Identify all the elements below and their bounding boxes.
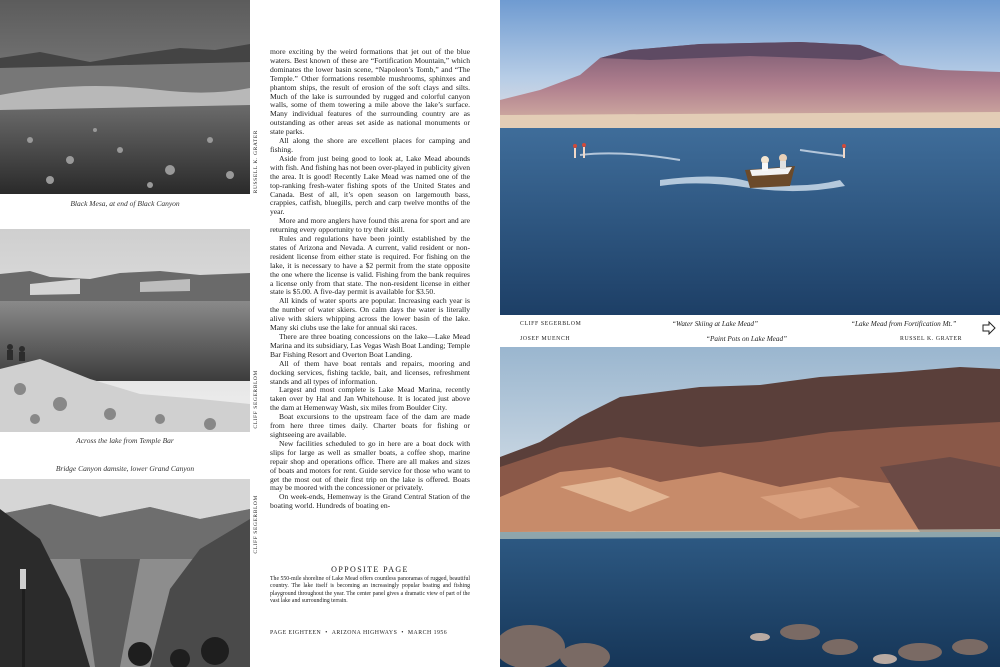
photo-black-mesa <box>0 0 250 194</box>
photo-credit: RUSSEL K. GRATER <box>900 336 963 342</box>
article-paragraph: Largest and most complete is Lake Mead Marina, recently taken over by Hal and Jan Whitehouse. It is located just above the dam at Hemenway Wash, six miles from Boulder City. <box>270 385 470 413</box>
page-footer <box>270 630 470 636</box>
opposite-page-text: The 550-mile shoreline of Lake Mead offers countless panoramas of rugged, beautiful country. The lake itself is becoming an increasingly popular boating and fishing playground throughout the year. The center panel gives a dramatic view of part of the vast lake and surrounding terrain. <box>270 576 470 605</box>
photo-caption: “Water Skiing at Lake Mead” <box>672 320 758 328</box>
photo-caption: Bridge Canyon damsite, lower Grand Canyon <box>55 464 195 473</box>
photo-credit: CLIFF SEGERBLOM <box>253 370 259 429</box>
article-paragraph: On week-ends, Hemenway is the Grand Central Station of the boating world. Hundreds of boating en- <box>270 492 470 511</box>
page-number: PAGE EIGHTEEN <box>270 630 322 636</box>
article-paragraph: Rules and regulations have been jointly established by the states of Arizona and Nevada. A current, valid resident or non-resident license from either state is required. For fishing on the lake, it is necessary to have a $2 permit from the state opposite the one where the license is valid. Fishing from the bank requires a license only from that state. The non-resident license in either state is $5.00. A five-day permit is available for $3.50. <box>270 234 470 297</box>
photo-credit: CLIFF SEGERBLOM <box>520 321 582 327</box>
article-text <box>270 48 470 511</box>
article-paragraph: All along the shore are excellent places for camping and fishing. <box>270 136 470 154</box>
issue-date: MARCH 1956 <box>407 630 448 636</box>
photo-caption: Across the lake from Temple Bar <box>76 436 174 445</box>
photo-temple-bar <box>0 229 250 432</box>
photo-water-skiing <box>500 0 1000 315</box>
photo-bridge-canyon <box>0 479 250 667</box>
photo-credit: JOSEF MUENCH <box>520 336 571 342</box>
article-paragraph: more exciting by the weird formations that jet out of the blue waters. Best known of these are “Fortification Mountain,” which dominates the lower basin scene, “Napoleon’s Tomb,” and “The Temple.” Other formations resemble mushrooms, sphinxes and phantom ships, the result of erosion of the soft clays and silts. Much of the lake is surrounded by rugged and colorful canyon walls, some of them towering a mile above the lake’s surface. Many individual features of the surrounding country are as outstanding as other areas set aside as national monuments or state parks. <box>270 47 470 137</box>
opposite-page-heading: OPPOSITE PAGE <box>331 565 409 574</box>
article-paragraph: New facilities scheduled to go in here are a boat dock with slips for large as well as smaller boats, a coffee shop, marine repair shop and operations office. There are all makes and sizes of boats and motors for rent. Guide service for those who want to get the most out of their first trip on the lake is offered. Boats may be moored with the concessioner or privately. <box>270 438 470 493</box>
photo-credit: CLIFF SEGERBLOM <box>253 495 259 554</box>
photo-paint-pots <box>500 347 1000 667</box>
footer-separator: • <box>401 630 404 636</box>
magazine-name: ARIZONA HIGHWAYS <box>331 630 398 636</box>
article-paragraph: More and more anglers have found this arena for sport and are returning every opportunity to try their skill. <box>270 216 470 235</box>
photo-caption: Black Mesa, at end of Black Canyon <box>70 199 180 208</box>
article-paragraph: All kinds of water sports are popular. Increasing each year is the number of water skiers. On calm days the water is literally alive with skiers whipping across the lower basin of the lake. Many ski clubs use the lake for annual ski races. <box>270 296 470 333</box>
photo-caption: “Paint Pots on Lake Mead” <box>706 335 788 343</box>
article-paragraph: There are three boating concessions on the lake—Lake Mead Marina and its subsidiary, Las Vegas Wash Boat Landing; Temple Bar Fishing Resort and Overton Boat Landing. <box>270 332 470 359</box>
photo-credit: RUSSELL K. GRATER <box>253 130 259 194</box>
article-paragraph: Aside from just being good to look at, Lake Mead abounds with fish. And fishing has not been over-played in publicity given the area. It is good! Recently Lake Mead was named one of the top-ranking fresh-water fishing spots of the United States and Canada. Best of all, it’s open season on largemouth bass, crappies, catfish, bluegills, perch and carp twelve months of the year. <box>270 153 470 217</box>
article-paragraph: Boat excursions to the upstream face of the dam are made from here three times daily. Charter boats for fishing or sightseeing are available. <box>270 412 470 439</box>
arrow-right-icon[interactable] <box>982 321 996 335</box>
footer-separator: • <box>325 630 328 636</box>
photo-caption: “Lake Mead from Fortification Mt.” <box>851 320 957 328</box>
article-paragraph: All of them have boat rentals and repairs, mooring and docking services, fishing tackle, bait, and licenses, refreshment stands and all types of information. <box>270 358 470 386</box>
